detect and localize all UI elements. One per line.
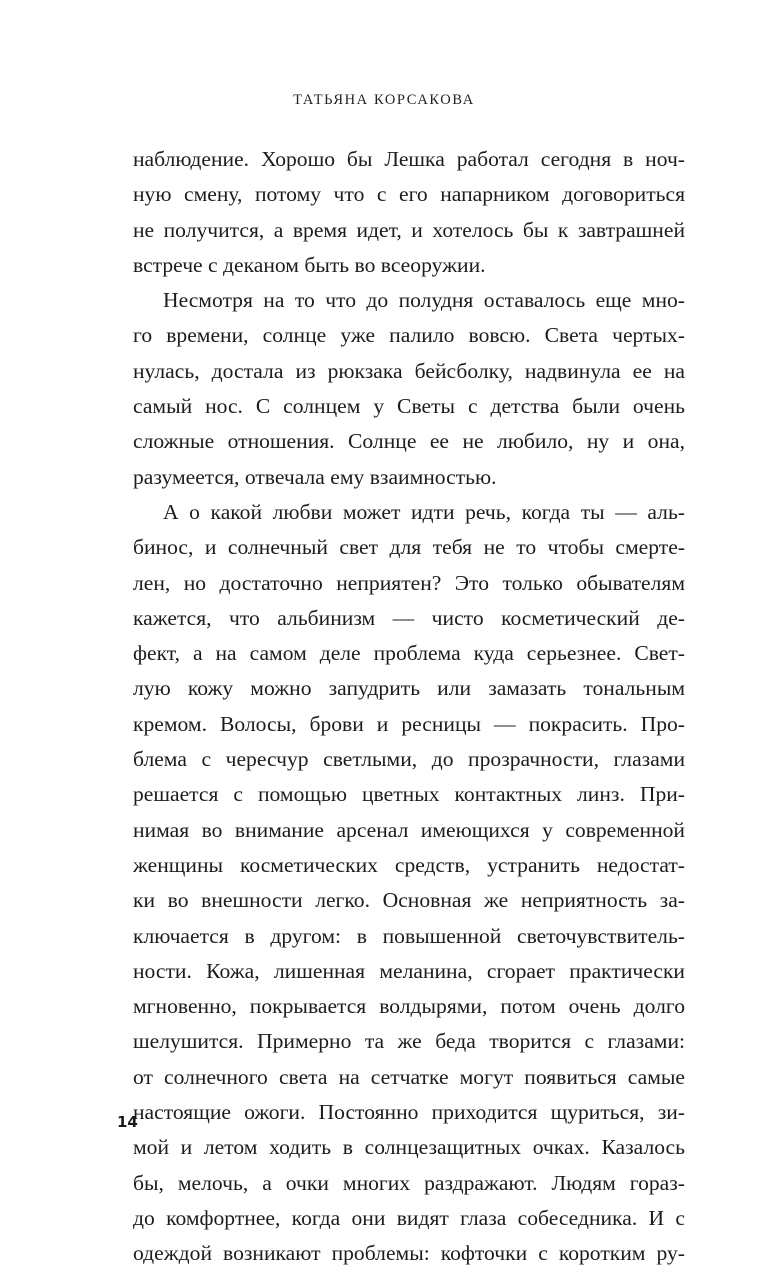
text-line: решается с помощью цветных контактных линз. При- bbox=[133, 782, 685, 807]
text-line: мой и летом ходить в солнцезащитных очках. Казалось bbox=[133, 1135, 685, 1160]
text-line: А о какой любви может идти речь, когда ты — аль- bbox=[163, 499, 685, 524]
text-line: нулась, достала из рюкзака бейсболку, надвинула ее на bbox=[133, 358, 685, 383]
paragraph bbox=[133, 283, 685, 495]
text-line: самый нос. С солнцем у Светы с детства были очень bbox=[133, 394, 685, 419]
text-line: лен, но достаточно неприятен? Это только обывателям bbox=[133, 570, 685, 595]
text-line: сложные отношения. Солнце ее не любило, ну и она, bbox=[133, 429, 685, 454]
text-line: бинос, и солнечный свет для тебя не то чтобы смерте- bbox=[133, 535, 685, 560]
text-line: кремом. Волосы, брови и ресницы — покрасить. Про- bbox=[133, 711, 685, 736]
text-line: лую кожу можно запудрить или замазать тональным bbox=[133, 676, 685, 701]
text-line: одеждой возникают проблемы: кофточки с коротким ру- bbox=[133, 1241, 685, 1266]
text-line: бы, мелочь, а очки многих раздражают. Людям горaз- bbox=[133, 1170, 685, 1195]
text-line: женщины косметических средств, устранить недостат- bbox=[133, 852, 685, 877]
text-line: ки во внешности легко. Основная же неприятность за- bbox=[133, 888, 685, 913]
page-number: 14 bbox=[117, 1113, 138, 1131]
text-line: до комфортнее, когда они видят глаза собеседника. И с bbox=[133, 1205, 685, 1230]
paragraph bbox=[133, 142, 685, 283]
paragraph bbox=[133, 495, 685, 1272]
text-line: настоящие ожоги. Постоянно приходится щуриться, зи- bbox=[133, 1100, 685, 1125]
text-line: кажется, что альбинизм — чисто косметический де- bbox=[133, 605, 685, 630]
text-line: мгновенно, покрывается волдырями, потом очень долго bbox=[133, 994, 685, 1019]
text-line: ности. Кожа, лишенная меланина, сгорает практически bbox=[133, 958, 685, 983]
text-line: ключается в другом: в повышенной светочувствитель- bbox=[133, 923, 685, 948]
body-text bbox=[133, 142, 685, 1272]
text-line: нимая во внимание арсенал имеющихся у современной bbox=[133, 817, 685, 842]
text-line: ную смену, потому что с его напарником договориться bbox=[133, 182, 685, 207]
text-line: Несмотря на то что до полудня оставалось еще мно- bbox=[163, 288, 685, 313]
text-line: шелушится. Примерно та же беда творится с глазами: bbox=[133, 1029, 685, 1054]
text-line: разумеется, отвечала ему взаимностью. bbox=[133, 464, 497, 489]
text-line: не получится, а время идет, и хотелось бы к завтрашней bbox=[133, 217, 685, 242]
text-line: от солнечного света на сетчатке могут появиться самые bbox=[133, 1064, 685, 1089]
text-line: встрече с деканом быть во всеоружии. bbox=[133, 252, 486, 277]
text-line: го времени, солнце уже палило вовсю. Света чертых- bbox=[133, 323, 685, 348]
text-line: наблюдение. Хорошо бы Лешка работал сегодня в ноч- bbox=[133, 147, 685, 171]
text-line: фект, а на самом деле проблема куда серьезнее. Свет- bbox=[133, 641, 685, 666]
running-head-author: ТАТЬЯНА КОРСАКОВА bbox=[293, 92, 475, 108]
text-line: блема с чересчур светлыми, до прозрачности, глазами bbox=[133, 747, 685, 772]
